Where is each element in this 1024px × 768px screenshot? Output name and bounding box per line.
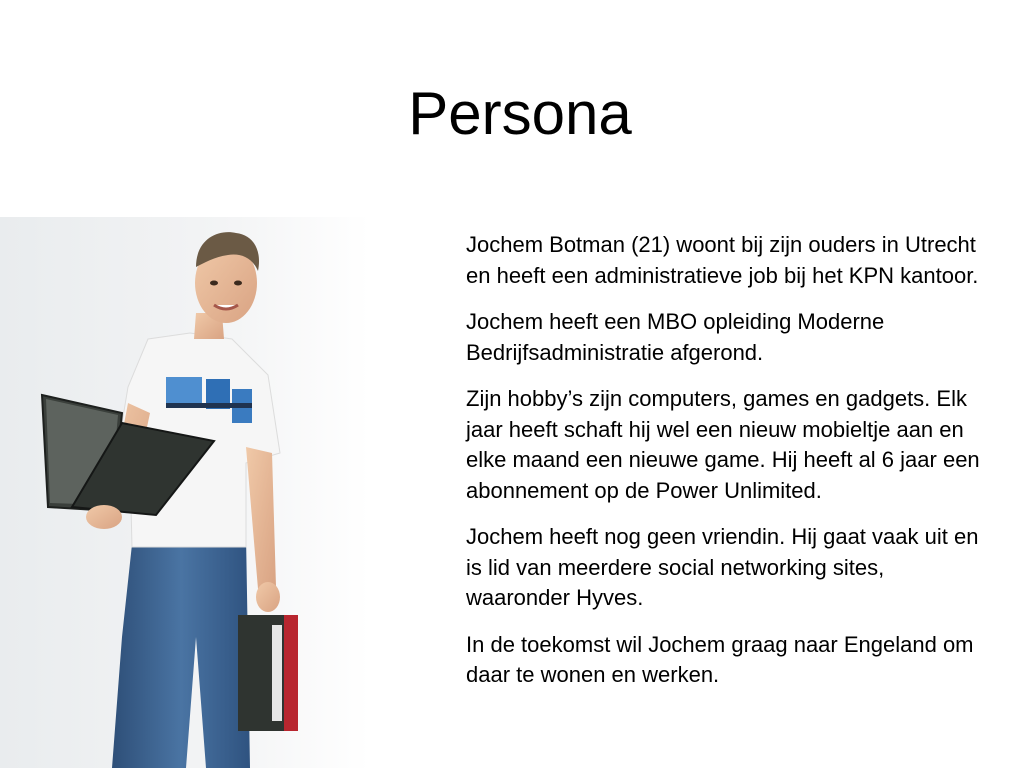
- paragraph-future: In de toekomst wil Jochem graag naar Engeland om daar te wonen en werken.: [466, 631, 974, 687]
- slide-title: Persona: [408, 80, 632, 147]
- persona-photo: [0, 217, 370, 768]
- paragraph-hobbies: Zijn hobby’s zijn computers, games en gadgets. Elk jaar heeft schaft hij wel een nieuw mobieltje aan en elke maand een nieuwe game. Hij heeft al 6 jaar een abonnement op de Power Unlimited.: [466, 386, 980, 503]
- persona-description: [466, 230, 986, 707]
- paragraph-education: Jochem heeft een MBO opleiding Moderne Bedrijfsadministratie afgerond.: [466, 309, 885, 365]
- paragraph-intro: Jochem Botman (21) woont bij zijn ouders in Utrecht en heeft een administratieve job bij het KPN kantoor.: [466, 232, 979, 288]
- paragraph-social: Jochem heeft nog geen vriendin. Hij gaat vaak uit en is lid van meerdere social networking sites, waaronder Hyves.: [466, 524, 979, 610]
